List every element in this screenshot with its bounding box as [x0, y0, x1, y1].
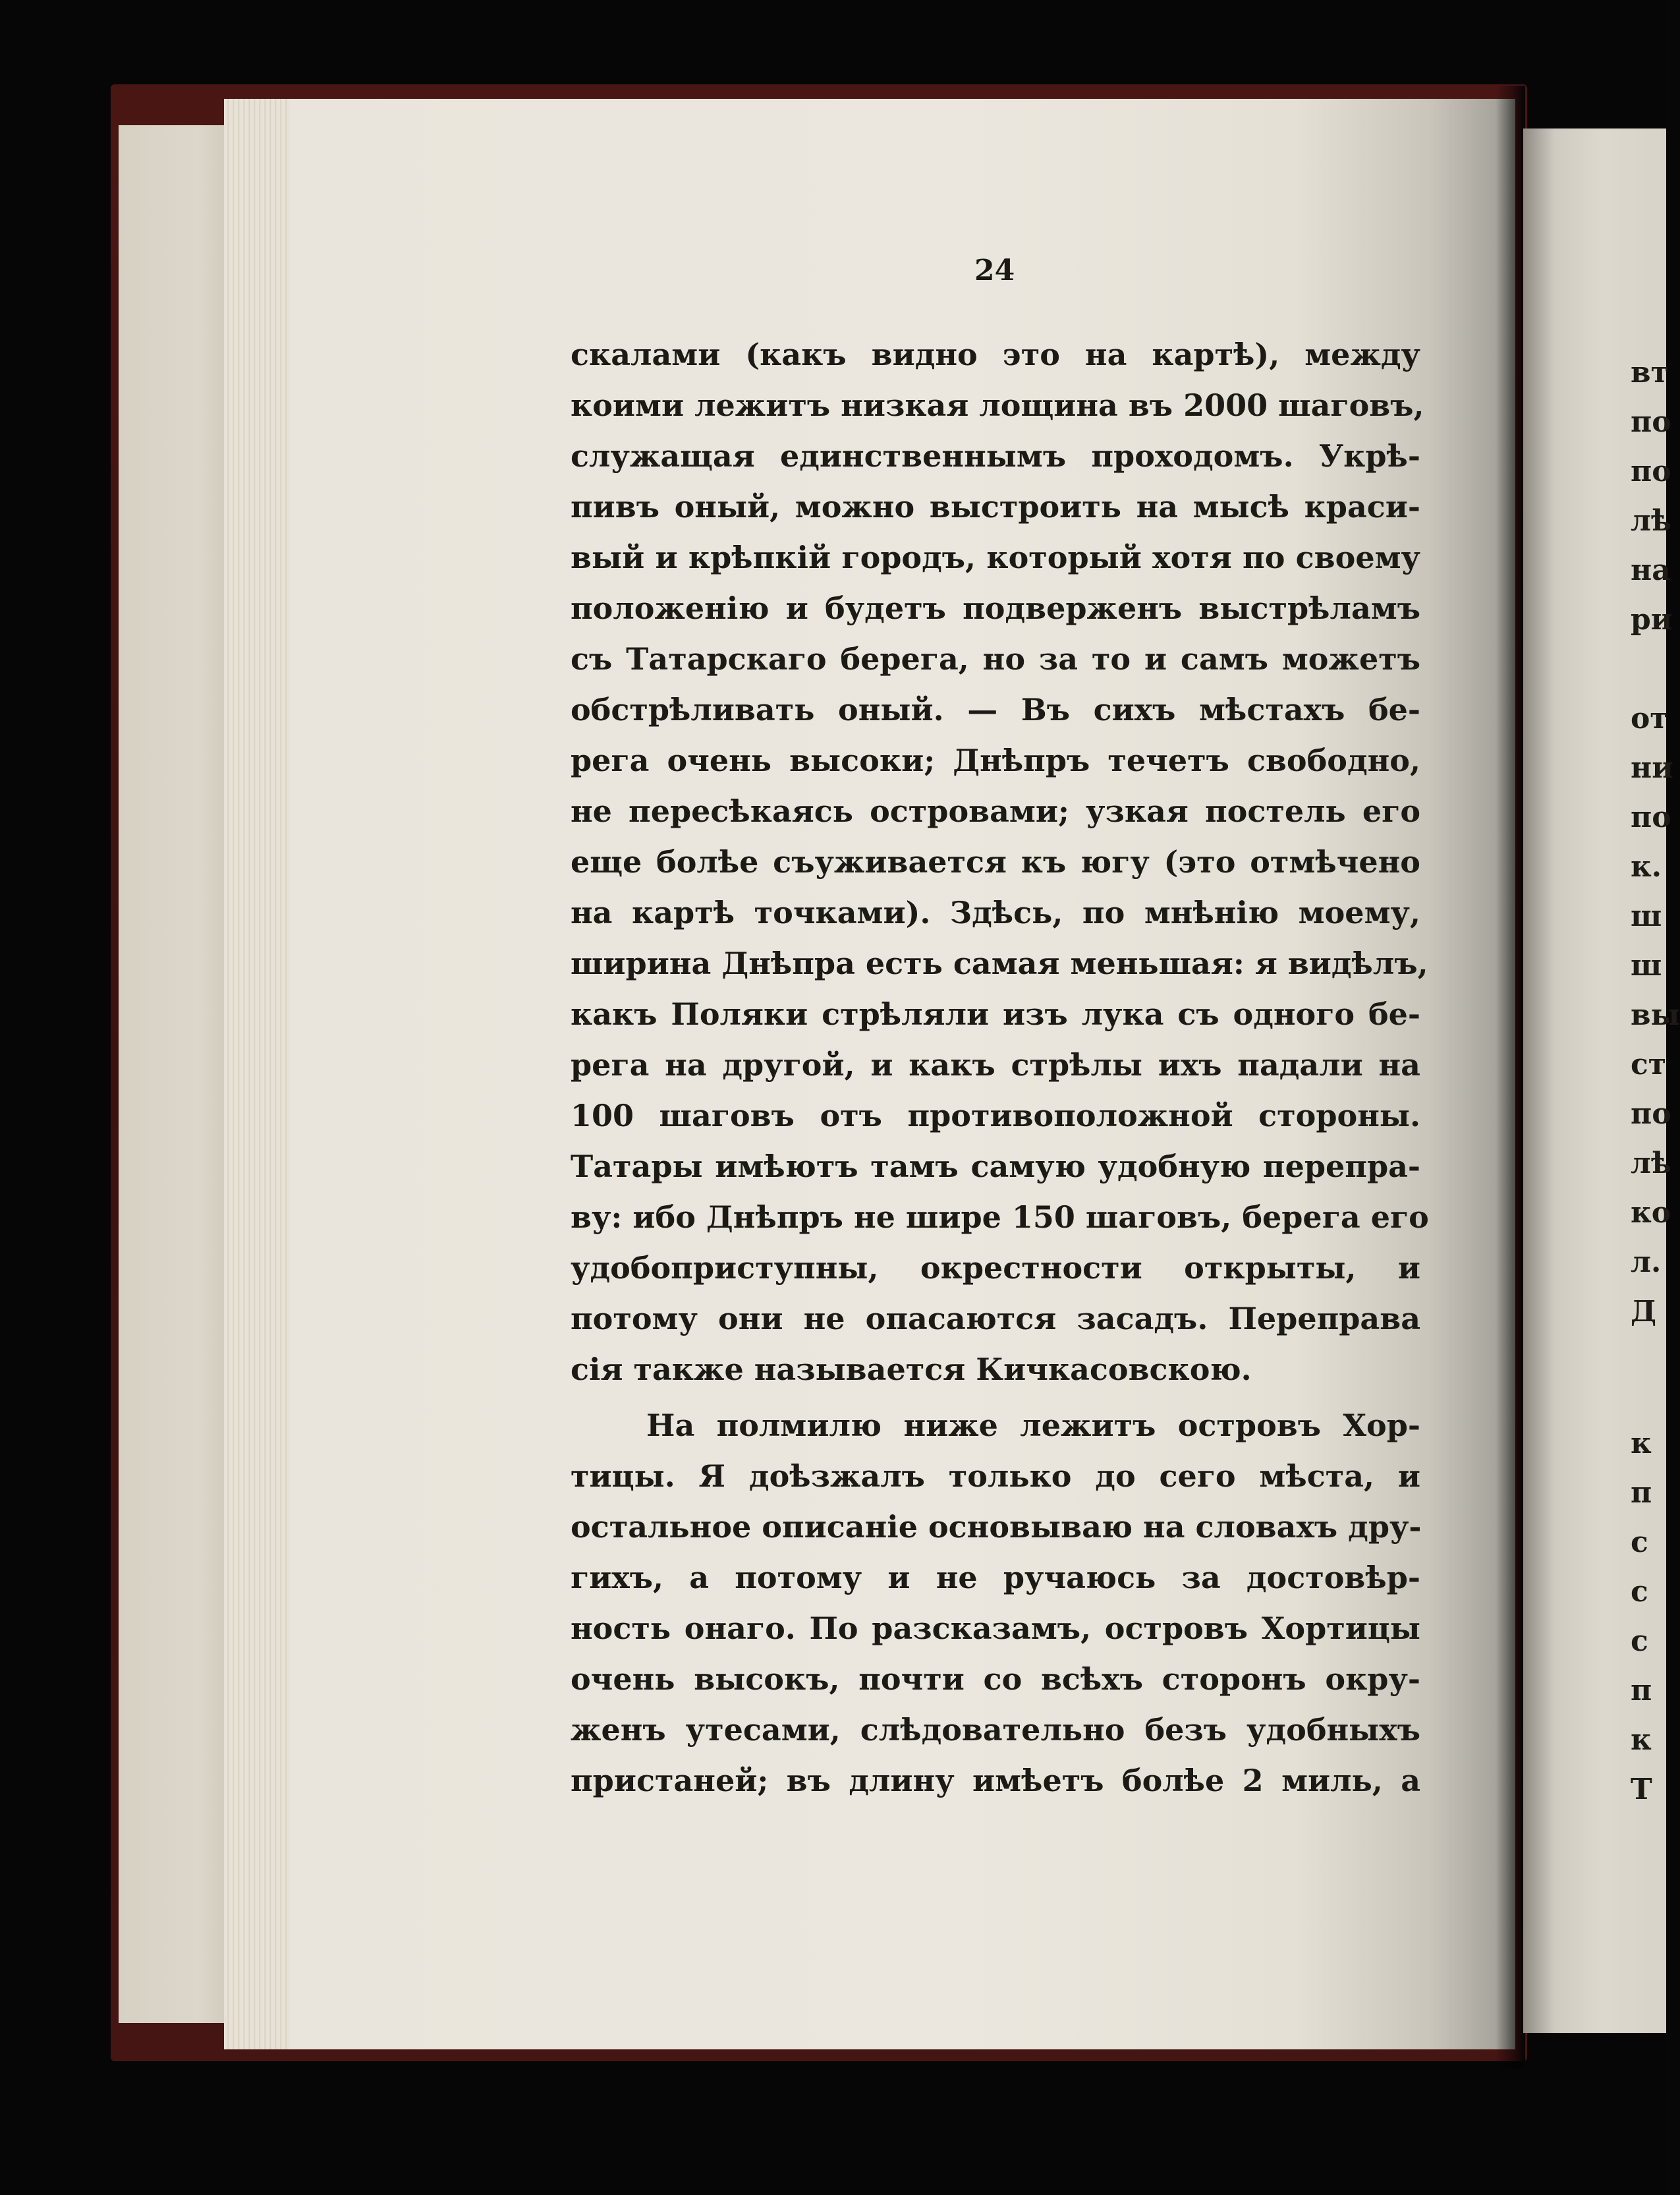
text-line: 100 шаговъ отъ противоположной стороны.	[571, 1098, 1420, 1133]
text-line: скалами (какъ видно это на картѣ), между	[571, 337, 1420, 372]
facing-page-fragment: от	[1631, 702, 1668, 735]
text-line: на картѣ точками). Здѣсь, по мнѣнію моему,	[571, 895, 1420, 930]
page-number: 24	[974, 254, 1015, 287]
facing-page-fragment: вт	[1631, 356, 1669, 389]
text-line: пивъ оный, можно выстроить на мысѣ краси-	[571, 489, 1420, 525]
paragraph-first-line: На полмилю ниже лежитъ островъ Хор-	[646, 1408, 1420, 1443]
facing-page-fragment: лѣ	[1631, 504, 1671, 538]
text-line: не пересѣкаясь островами; узкая постель его	[571, 793, 1420, 829]
text-line: пристаней; въ длину имѣетъ болѣе 2 миль, а	[571, 1763, 1420, 1798]
text-line: Татары имѣютъ тамъ самую удобную перепра-	[571, 1149, 1420, 1184]
text-line: рега очень высоки; Днѣпръ течетъ свободно,	[571, 743, 1420, 778]
facing-page-fragment: к.	[1631, 850, 1662, 884]
facing-page-fragment: ш	[1631, 899, 1662, 933]
text-line: съ Татарскаго берега, но за то и самъ можетъ	[571, 641, 1420, 677]
text-line: остальное описаніе основываю на словахъ дру-	[571, 1509, 1422, 1545]
facing-page-fragment: по	[1631, 455, 1671, 488]
facing-page-fragment: л.	[1631, 1245, 1662, 1279]
text-line: обстрѣливать оный. — Въ сихъ мѣстахъ бе-	[571, 692, 1420, 727]
text-line: какъ Поляки стрѣляли изъ лука съ одного бе-	[571, 996, 1420, 1032]
text-line: тицы. Я доѣзжалъ только до сего мѣста, и	[571, 1458, 1420, 1494]
text-line: сія также называется Кичкасовскою.	[571, 1352, 1252, 1387]
facing-page-fragment: к	[1631, 1427, 1652, 1460]
facing-page-fragment: по	[1631, 405, 1671, 439]
facing-page-fragment: по	[1631, 1097, 1671, 1131]
text-line: рега на другой, и какъ стрѣлы ихъ падали на	[571, 1047, 1420, 1083]
text-line: вый и крѣпкій городъ, который хотя по своему	[571, 540, 1420, 575]
page-text	[571, 329, 1429, 1806]
facing-page-fragment: с	[1631, 1624, 1648, 1658]
facing-page-fragment: ст	[1631, 1048, 1667, 1081]
text-line: удобоприступны, окрестности открыты, и	[571, 1250, 1420, 1286]
text-line: коими лежитъ низкая лощина въ 2000 шаговъ,	[571, 387, 1424, 423]
facing-page-fragment: с	[1631, 1525, 1648, 1559]
gutter-shadow	[1496, 86, 1525, 2069]
facing-page-fragment: п	[1631, 1476, 1652, 1510]
facing-page-fragment: на	[1631, 554, 1671, 587]
text-line: еще болѣе съуживается къ югу (это отмѣчено	[571, 844, 1420, 880]
facing-page-fragment: ш	[1631, 949, 1662, 983]
text-line: очень высокъ, почти со всѣхъ сторонъ окру-	[571, 1661, 1420, 1697]
facing-page-fragment: п	[1631, 1674, 1652, 1707]
text-line: женъ утесами, слѣдовательно безъ удобныхъ	[571, 1712, 1420, 1748]
facing-page-fragment: ри	[1631, 603, 1673, 637]
facing-page-fragment: по	[1631, 801, 1671, 834]
facing-page-fragment: к	[1631, 1723, 1652, 1757]
text-line: ширина Днѣпра есть самая меньшая: я видѣлъ,	[571, 946, 1428, 981]
text-line: потому они не опасаются засадъ. Переправа	[571, 1301, 1420, 1336]
facing-page-fragment: с	[1631, 1575, 1648, 1609]
facing-page-fragment: вы	[1631, 998, 1680, 1032]
text-line: ву: ибо Днѣпръ не шире 150 шаговъ, берега его	[571, 1199, 1429, 1235]
facing-page-fragment: ко	[1631, 1196, 1671, 1230]
facing-page-fragment: ни	[1631, 751, 1673, 785]
facing-page-fragment: лѣ	[1631, 1147, 1671, 1180]
text-line: служащая единственнымъ проходомъ. Укрѣ-	[571, 438, 1420, 474]
facing-page-fragment: Т	[1631, 1773, 1652, 1806]
text-line: гихъ, а потому и не ручаюсь за достовѣр-	[571, 1560, 1420, 1595]
facing-page-fragment: Д	[1631, 1295, 1657, 1328]
text-line: положенію и будетъ подверженъ выстрѣламъ	[571, 590, 1420, 626]
text-line: ность онаго. По разсказамъ, островъ Хортицы	[571, 1611, 1420, 1646]
